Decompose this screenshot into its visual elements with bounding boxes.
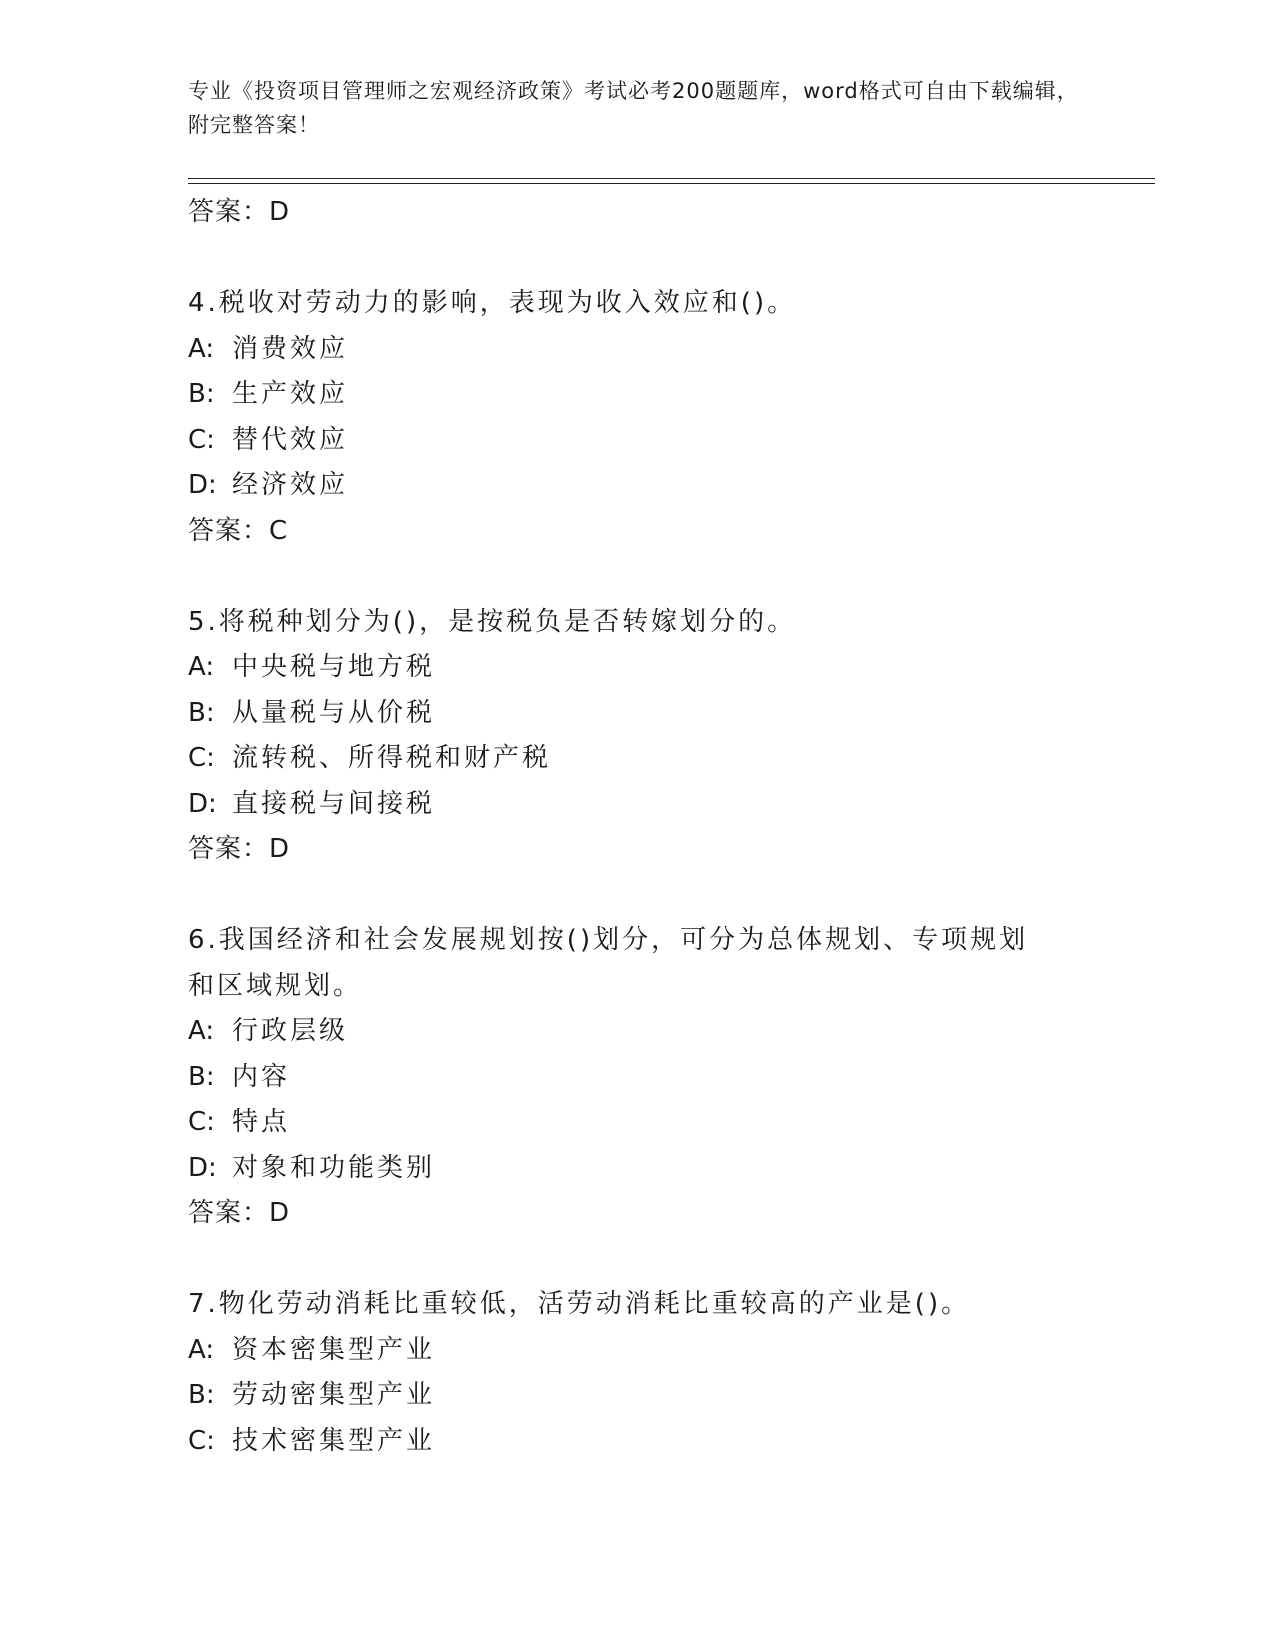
header-rule-bottom — [188, 183, 1155, 184]
answer: 答案：D — [188, 834, 291, 864]
option-text: 经济效应 — [232, 470, 349, 500]
option-text: 劳动密集型产业 — [232, 1380, 436, 1410]
question-stem: 7.物化劳动消耗比重较低，活劳动消耗比重较高的产业是()。 — [188, 1289, 971, 1319]
document-header: 专业《投资项目管理师之宏观经济政策》考试必考200题题库，word格式可自由下载编辑，附完整答案！ — [188, 79, 1079, 137]
option-key: A: — [188, 1016, 215, 1046]
option-key: D: — [188, 470, 217, 500]
option-text: 内容 — [232, 1061, 291, 1092]
question-stem: 4.税收对劳动力的影响，表现为收入效应和()。 — [188, 288, 797, 318]
option-key: D: — [188, 1152, 217, 1183]
option-key: A: — [188, 1334, 215, 1365]
option-d — [188, 782, 1088, 828]
option-text: 行政层级 — [232, 1016, 349, 1046]
question-5 — [188, 600, 1088, 873]
option-key: B: — [188, 379, 215, 409]
option-key: B: — [188, 1380, 215, 1410]
option-text: 从量税与从价税 — [232, 697, 436, 728]
previous-answer: 答案：D — [188, 197, 291, 227]
option-key: D: — [188, 788, 217, 819]
question-stem: 6.我国经济和社会发展规划按()划分，可分为总体规划、专项规划和区域规划。 — [188, 925, 1029, 1001]
spacer — [188, 873, 1088, 919]
question-6 — [188, 918, 1088, 1237]
question-list — [188, 190, 1088, 1464]
option-b — [188, 1373, 1088, 1419]
option-text: 特点 — [232, 1107, 291, 1137]
option-b — [188, 691, 1088, 737]
option-c — [188, 1419, 1088, 1465]
spacer — [188, 554, 1088, 600]
option-d — [188, 1146, 1088, 1192]
option-text: 资本密集型产业 — [232, 1334, 436, 1365]
option-key: C: — [188, 424, 215, 455]
spacer — [188, 236, 1088, 282]
option-text: 对象和功能类别 — [232, 1152, 436, 1183]
option-text: 替代效应 — [232, 424, 349, 455]
option-key: B: — [188, 1061, 215, 1092]
option-key: A: — [188, 652, 215, 682]
option-a — [188, 327, 1088, 373]
option-key: C: — [188, 1425, 215, 1456]
option-text: 生产效应 — [232, 379, 349, 409]
option-c — [188, 1100, 1088, 1146]
option-key: C: — [188, 1107, 215, 1137]
option-c — [188, 418, 1088, 464]
question-7 — [188, 1282, 1088, 1464]
option-text: 技术密集型产业 — [232, 1425, 436, 1456]
question-stem: 5.将税种划分为()，是按税负是否转嫁划分的。 — [188, 606, 797, 637]
answer: 答案：D — [188, 1198, 291, 1228]
option-text: 消费效应 — [232, 333, 349, 364]
option-key: B: — [188, 697, 215, 728]
spacer — [188, 1237, 1088, 1283]
option-key: A: — [188, 333, 215, 364]
option-text: 流转税、所得税和财产税 — [232, 743, 552, 773]
option-text: 直接税与间接税 — [232, 788, 436, 819]
option-d — [188, 463, 1088, 509]
question-4 — [188, 281, 1088, 554]
option-a — [188, 1328, 1088, 1374]
option-a — [188, 645, 1088, 691]
option-b — [188, 1055, 1088, 1101]
option-key: C: — [188, 743, 215, 773]
option-text: 中央税与地方税 — [232, 652, 436, 682]
answer: 答案：C — [188, 515, 289, 546]
option-c — [188, 736, 1088, 782]
header-rule-top — [188, 178, 1155, 179]
option-a — [188, 1009, 1088, 1055]
option-b — [188, 372, 1088, 418]
